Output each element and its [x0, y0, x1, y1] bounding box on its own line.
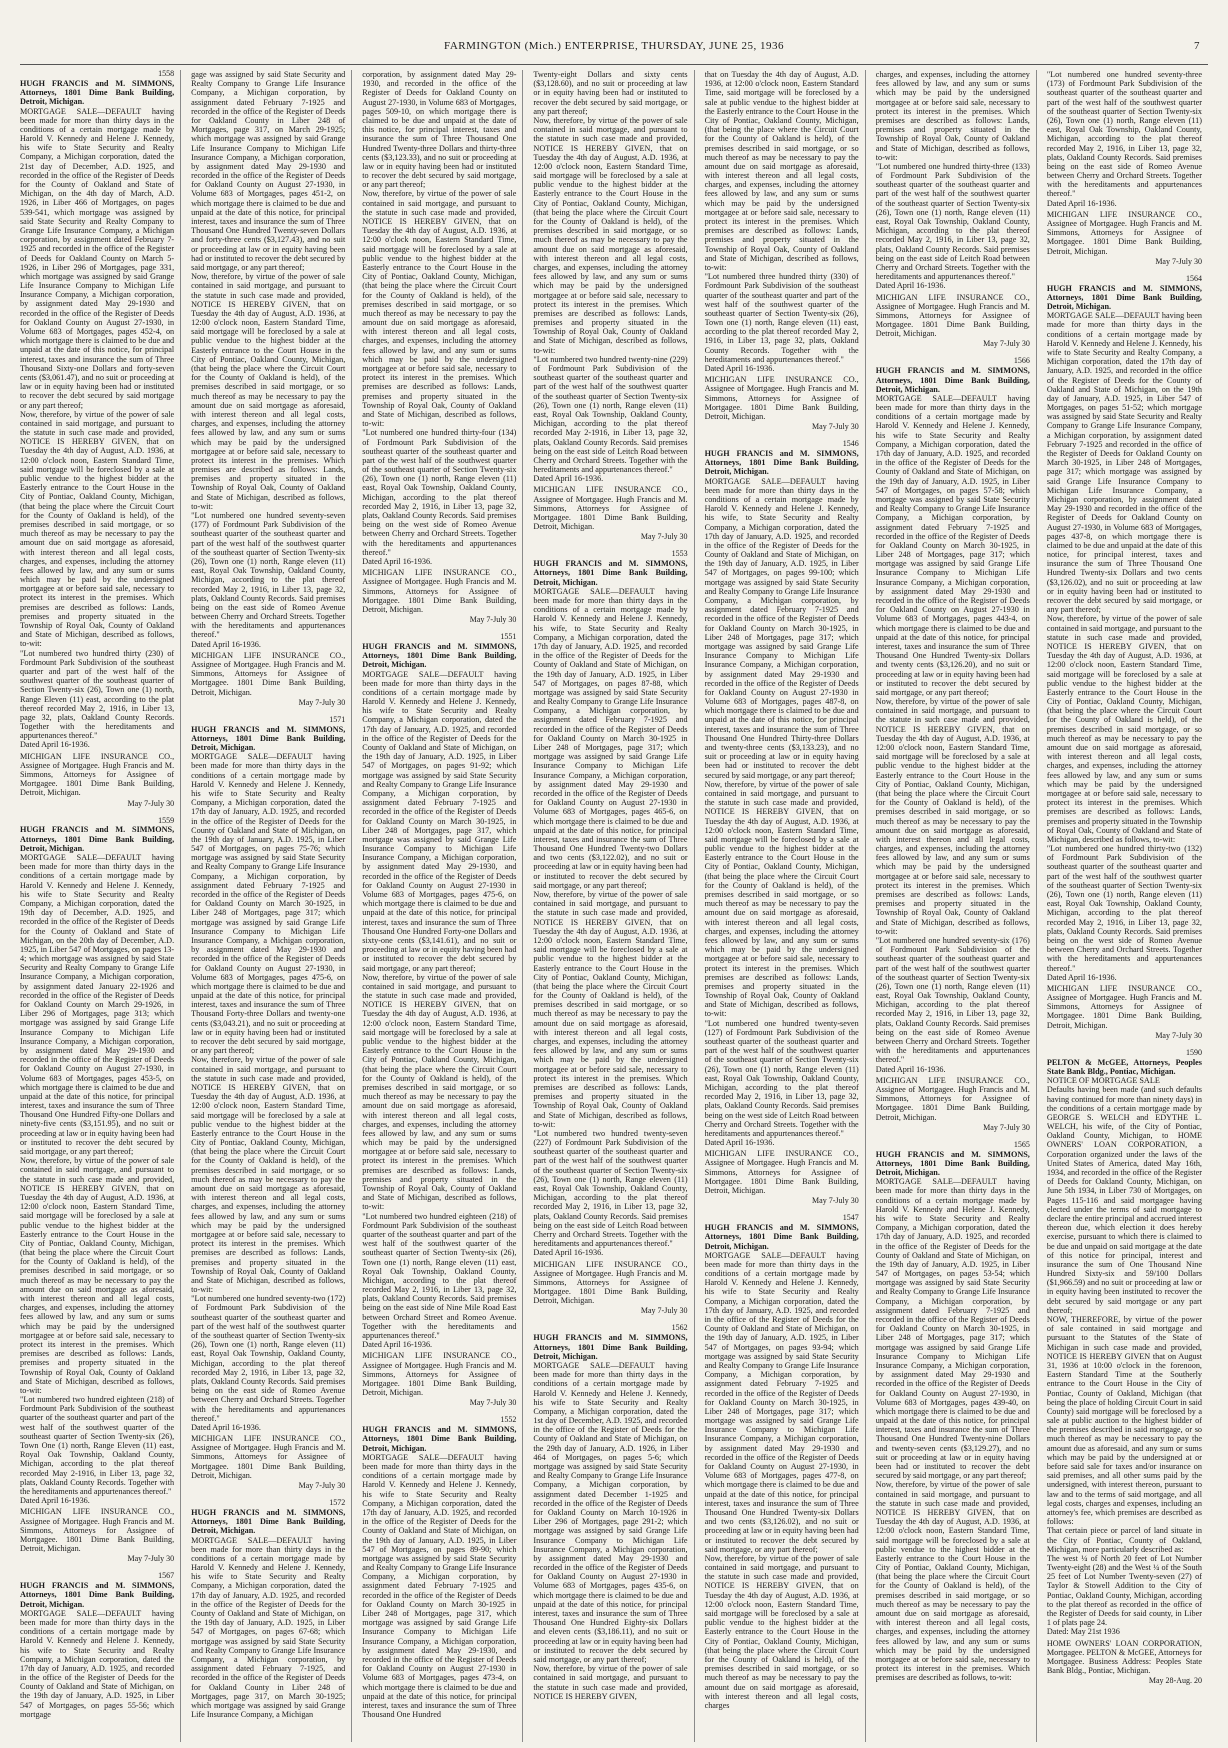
notice-number: 1552 — [500, 1415, 517, 1425]
notice-heading: HUGH FRANCIS and M. SIMMONS, Attorneys, 1801 Dime Bank Building, Detroit, Michigan. — [1046, 283, 1202, 312]
notice-dates: May 7-July 30 — [298, 1481, 346, 1491]
newspaper-column — [533, 70, 694, 1742]
notice-signature: MICHIGAN LIFE INSURANCE CO., Assignee of Mortgagee. Hugh Francis and M. Simmons, Attorneys for Assignee of Mortgagee. 1801 Dime Bank Building, Detroit, Michigan. — [704, 375, 859, 421]
notice-body: MORTGAGE SALE—DEFAULT having been made for more than thirty days in the conditions of a certain mortgage made by Harold V. Kennedy and Helene J. Kennedy, his wife to State Security and Realty Company, a Michigan corporation, dated the 17th day of January, A.D. 1925, and recorded in the office of the Register of Deeds for the County of Oakland and State of Michigan, on the 19th day of January, A.D. 1925, in Liber 547 of Mortgages, on pages 51-52; which mortgage was assigned by said State Security and Realty Company to Grange Life Insurance Company, a Michigan corporation, by assignment dated February 7-1925 and recorded in the office of the Register of Deeds for Oakland County on March 30-1925, in Liber 248 of Mortgages, page 317; which mortgage was assigned by said Grange Life Insurance Company to Michigan Life Insurance Company, a Michigan corporation, by assignment dated May 29-1930 and recorded in the office of the Register of Deeds for Oakland County on August 27-1930, in Volume 683 of Mortgages, pages 437-8, on which mortgage there is claimed to be due and unpaid at the date of this notice, for principal interest, taxes and insurance the sum of Three Thousand One Hundred Twenty-six Dollars and two cents ($3,126.02), and no suit or proceeding at law or in equity having been had or instituted to recover the debt secured by said mortgage, or any part thereof; Now, therefore, by virtue of the power of sale contained in said mortgage, and pursuant to the statute in such case made and provided, NOTICE IS HEREBY GIVEN, that on Tuesday the 4th day of August, A.D. 1936, at 12:00 o'clock noon, Eastern Standard Time, said mortgage will be foreclosed by a sale at public vendue to the highest bidder at the Easterly entrance to the Court House in the City of Pontiac, Oakland County, Michigan, (that being the place where the Circuit Court for the County of Oakland is held), of the premises described in said mortgage, or so much thereof as may be necessary to pay the amount due on said mortgage as aforesaid, with interest thereon and all legal costs, charges, and expenses, including the attorney fees allowed by law, and any sum or sums which may be paid by the undersigned mortgagee at or before said sale, necessary to protect its interest in the premises. Which premises are described as follows: Lands, premises and property situated in the Township of Royal Oak, County of Oakland and State of Michigan, described as follows, to-wit: "Lot numbered one hundred thirty-two (132) of Fordmount Park Subdivision of the southeast quarter of the southeast quarter and part of the west half of the southwest quarter of the southeast quarter of Section Twenty-six (26), Town one (1) north, Range eleven (11) east, Royal Oak Township, Oakland County, Michigan, according to the plat thereof recorded May 2, 1916, in Liber 13, page 32, plats, Oakland County Records. Said premises being on the west side of Romeo Avenue between Cherry and Orchard Streets. Together with the hereditaments and appurtenances thereof." Dated April 16-1936. — [1046, 311, 1202, 982]
notice-body: MORTGAGE SALE—DEFAULT having been made for more than thirty days in the conditions of a certain mortgage made by Harold V. Kennedy and Helene J. Kennedy, his wife to State Security and Realty Company, a Michigan corporation, dated the 17th day of January, A.D. 1925, and recorded in the office of the Register of Deeds for the County of Oakland and State of Michigan, on the 19th day of January, A.D. 1925, in Liber 547 of Mortgages, on pages 67-68; which mortgage was assigned by said State Security and Realty Company to Grange Life Insurance Company, a Michigan corporation, by assignment dated February 7-1925, and recorded in the office of the Register of Deeds for Oakland County in Liber 248 of Mortgages, page 317, on March 30-1925; which mortgage was assigned by said Grange Life Insurance Company, a Michigan — [191, 1535, 346, 1720]
notice-number: 1547 — [842, 1213, 859, 1223]
notice-number: 1567 — [158, 1571, 175, 1581]
notice-dates: May 7-July 30 — [298, 697, 346, 707]
notice-number: 1590 — [1185, 1047, 1202, 1057]
legal-notice — [362, 1416, 516, 1719]
legal-notice — [20, 70, 174, 809]
newspaper-masthead — [20, 40, 1208, 65]
legal-notice — [533, 550, 687, 1316]
notice-number: 1558 — [158, 70, 175, 78]
notice-number: 1566 — [1013, 356, 1030, 366]
newspaper-column — [191, 70, 352, 1742]
notice-number: 1559 — [158, 815, 175, 825]
newspaper-column — [362, 70, 523, 1742]
notice-heading: HUGH FRANCIS and M. SIMMONS, Attorneys, 1801 Dime Bank Building, Detroit, Michigan. — [20, 1581, 175, 1609]
notice-heading: HUGH FRANCIS and M. SIMMONS, Attorneys, 1801 Dime Bank Building, Detroit, Michigan. — [875, 1149, 1030, 1177]
newspaper-column — [876, 70, 1037, 1742]
legal-notice — [533, 70, 687, 542]
notice-number: 1564 — [1185, 273, 1202, 283]
notice-body: MORTGAGE SALE—DEFAULT having been made for more than thirty days in the conditions of a certain mortgage made by Harold V. Kennedy and Helene J. Kennedy, his wife to State Security and Realty Company, a Michigan corporation, dated the 17th day of January, A.D. 1925, and recorded in the office of the Register of Deeds for the County of Oakland and State of Michigan, on the 19th day of January, A.D. 1925, in Liber 547 of Mortgages, on pages 53-54; which mortgage was assigned by said State Security and Realty Company to Grange Life Insurance Company, a Michigan corporation, by assignment dated February 7-1925 and recorded in the office of the Register of Deeds for Oakland County on March 30-1925, in Liber 248 of Mortgages, page 317; which mortgage was assigned by said Grange Life Insurance Company to Michigan Life Insurance Company, a Michigan corporation, by assignment dated May 29-1930 and recorded in the office of the Register of Deeds for Oakland County on August 27-1930, in Volume 683 of Mortgages, pages 439-40, on which mortgage there is claimed to be due and unpaid at the date of this notice, for principal interest, taxes and insurance the sum of Three Thousand One Hundred Twenty-nine Dollars and twenty-seven cents ($3,129.27), and no suit or proceeding at law or in equity having been had or instituted to recover the debt secured by said mortgage, or any part thereof; Now, therefore, by virtue of the power of sale contained in said mortgage, and pursuant to the statute in such case made and provided, NOTICE IS HEREBY GIVEN, that on Tuesday the 4th day of August, A.D. 1936, at 12:00 o'clock noon, Eastern Standard Time, said mortgage will be foreclosed by a sale at public vendue to the highest bidder at the Easterly entrance to the Court House in the City of Pontiac, Oakland County, Michigan, (that being the place where the Circuit Court for the County of Oakland is held), of the premises described in said mortgage, or so much thereof as may be necessary to pay the amount due on said mortgage as aforesaid, with interest thereon and all legal costs, charges, and expenses, including the attorney fees allowed by law, and any sum or sums which may be paid by the undersigned mortgagee at or before said sale, necessary to protect its interest in the premises. Which premises are described as follows, to-wit: — [875, 1177, 1030, 1683]
masthead-title: FARMINGTON (Mich.) ENTERPRISE, THURSDAY, JUNE 25, 1936 — [444, 40, 784, 52]
legal-notice — [705, 440, 859, 1206]
legal-notice — [876, 70, 1030, 349]
notice-heading: HUGH FRANCIS and M. SIMMONS, Attorneys, 1801 Dime Bank Building, Detroit, Michigan. — [362, 641, 517, 670]
notice-signature: MICHIGAN LIFE INSURANCE CO., Assignee of Mortgagee. Hugh Francis and M. Simmons, Attorneys for Assignee of Mortgagee. 1801 Dime Bank Building, Detroit, Michigan. — [704, 1149, 859, 1196]
notice-body: MORTGAGE SALE—DEFAULT having been made for more than thirty days in the conditions of a certain mortgage made by Harold V. Kennedy and Helene J. Kennedy, his wife to State Security and Realty Company, a Michigan corporation, dated the 17th day of January, A.D. 1925, and recorded in the office of the Register of Deeds for the County of Oakland and State of Michigan, on the 19th day of January, A.D. 1925, in Liber 547 of Mortgages, on pages 57-58; which mortgage was assigned by said State Security and Realty Company to Grange Life Insurance Company, a Michigan corporation, by assignment dated February 7-1925 and recorded in the office of the Register of Deeds for Oakland County on March 30-1925, in Liber 248 of Mortgages, page 317; which mortgage was assigned by said Grange Life Insurance Company to Michigan Life Insurance Company, a Michigan corporation, by assignment dated May 29-1930 and recorded in the office of the Register of Deeds for Oakland County on August 27-1930 in Volume 683 of Mortgages, pages 443-4, on which mortgage there is claimed to be due and unpaid at the date of this notice, for principal interest, taxes and insurance the sum of Three Thousand One Hundred Twenty-six Dollars and twenty cents ($3,126.20), and no suit or proceeding at law or in equity having been had or instituted to recover the debt secured by said mortgage, or any part thereof; Now, therefore, by virtue of the power of sale contained in said mortgage, and pursuant to the statute in such case made and provided, NOTICE IS HEREBY GIVEN, that on Tuesday the 4th day of August, A.D. 1936, at 12:00 o'clock noon, Eastern Standard Time, said mortgage will be foreclosed by a sale at public vendue to the highest bidder at the Easterly entrance to the Court House in the City of Pontiac, Oakland County, Michigan, (that being the place where the Circuit Court for the County of Oakland is held), of the premises described in said mortgage, or so much thereof as may be necessary to pay the amount due on said mortgage as aforesaid, with interest thereon and all legal costs, charges, and expenses, including the attorney fees allowed by law, and any sum or sums which may be paid by the undersigned mortgagee at or before said sale, necessary to protect its interest in the premises. Which premises are described as follows: Lands, premises and property situated in the Township of Royal Oak, County of Oakland and State of Michigan, described as follows, to-wit: "Lot numbered one hundred seventy-six (176) of Fordmount Park Subdivision of the southeast quarter of the southeast quarter and part of the west half of the southwest quarter of the southeast quarter of Section Twenty-six (26), Town one (1) north, Range eleven (11) east, Royal Oak Township, Oakland County, Michigan, according to the plat thereof recorded May 2, 1916, in Liber 13, page 32, plats, Oakland County Records. Said premises being on the east side of Romeo Avenue between Cherry and Orchard Streets. Together with the hereditaments and appurtenances thereof." Dated April 16-1936. — [875, 393, 1030, 1074]
notice-body: that on Tuesday the 4th day of August, A.D. 1936, at 12:00 o'clock noon, Eastern Standard Time, said mortgage will be foreclosed by a sale at public vendue to the highest bidder at the Easterly entrance to the Court House in the City of Pontiac, Oakland County, Michigan, (that being the place where the Circuit Court for the County of Oakland is held), of the premises described in said mortgage, or so much thereof as may be necessary to pay the amount due on said mortgage as aforesaid, with interest thereon and all legal costs, charges, and expenses, including the attorney fees allowed by law, and any sum or sums which may be paid by the undersigned mortgagee at or before said sale, necessary to protect its interest in the premises. Which premises are described as follows: Lands, premises and property situated in the Township of Royal Oak, County of Oakland and State of Michigan, described as follows, to-wit: "Lot numbered three hundred thirty (330) of Fordmount Park Subdivision of the southeast quarter of the southeast quarter and part of the west half of the southwest quarter of the southeast quarter of Section Twenty-six (26), Town one (1) north, Range eleven (11) east, according to the plat thereof recorded May 2, 1916, in Liber 13, page 32, plats, Oakland County Records. Together with the hereditaments and appurtenances thereof." Dated April 16-1936. — [704, 70, 859, 373]
notice-heading: HUGH FRANCIS and M. SIMMONS, Attorneys, 1801 Dime Bank Building, Detroit, Michigan. — [362, 1425, 517, 1453]
legal-notice — [1047, 1049, 1202, 1686]
notice-dates: May 7-July 30 — [127, 798, 175, 808]
notice-heading: HUGH FRANCIS and M. SIMMONS, Attorneys, 1801 Dime Bank Building, Detroit, Michigan. — [191, 724, 346, 753]
notice-body: MORTGAGE SALE—DEFAULT having been made for more than thirty days in the conditions of a certain mortgage made by Harold V. Kennedy and Helene J. Kennedy, his wife to State Security and Realty Company, a Michigan corporation, dated the 21st day of December, A.D. 1925, and recorded in the office of the Register of Deeds for the County of Oakland and State of Michigan, on the 4th day of March, A.D. 1926, in Liber 466 of Mortgages, on pages 539-541, which mortgage was assigned by said State Security and Realty Company to Grange Life Insurance Company, a Michigan corporation, by assignment dated February 7-1925 and recorded in the office of the Register of Deeds for Oakland County on March 5-1926, in Liber 296 of Mortgages, page 331, which mortgage was assigned by said Grange Life Insurance Company to Michigan Life Insurance Company, a Michigan corporation, by assignment dated May 29-1930 and recorded in the office of the Register of Deeds for Oakland County on August 27-1930, in Volume 683 of Mortgages, pages 452-4, on which mortgage there is claimed to be due and unpaid at the date of this notice, for principal interest, taxes and insurance the sum of Three Thousand Sixty-one Dollars and forty-seven cents ($3,061.47), and no suit or proceeding at law or in equity having been had or instituted to recover the debt secured by said mortgage or any part thereof; Now, therefore, by virtue of the power of sale contained in said mortgage, and pursuant to the statute in such case made and provided, NOTICE IS HEREBY GIVEN, that on Tuesday the 4th day of August, A.D. 1936, at 12:00 o'clock noon, Eastern Standard Time, said mortgage will be foreclosed by a sale at public vendue to the highest bidder at the Easterly entrance to the Court House in the City of Pontiac, Oakland County, Michigan, (that being the place where the Circuit Court for the County of Oakland is held), of the premises described in said mortgage, or so much thereof as may be necessary to pay the amount due on said mortgage as aforesaid, with interest thereon and all legal costs, charges, and expenses, including the attorney fees allowed by law, and any sum or sums which may be paid by the undersigned mortgagee at or before said sale, necessary to protect its interest in the premises. Which premises are described as follows: Lands, premises and property situated in the Township of Royal Oak, County of Oakland and State of Michigan, described as follows, to-wit: "Lot numbered two hundred thirty (230) of Fordmount Park Subdivision of the southeast quarter and part of the west half of the southwest quarter of the southeast quarter of Section Twenty-six (26), Town one (1) north, Range Eleven (11) east, according to the plat thereof recorded May 2, 1916, in Liber 13, page 32, plats, Oakland County Records. Together with the hereditaments and appurtenances thereof." Dated April 16-1936. — [20, 106, 175, 750]
notice-heading: HUGH FRANCIS and M. SIMMONS, Attorneys, 1801 Dime Bank Building, Detroit, Michigan. — [20, 825, 175, 853]
notice-signature: MICHIGAN LIFE INSURANCE CO., Assignee of Mortgagee. Hugh Francis and M. Simmons, Attorneys for Assignee of Mortgagee. 1801 Dime Bank Building, Detroit, Michigan. — [1046, 209, 1202, 256]
notice-body: MORTGAGE SALE—DEFAULT having been made for more than thirty days in the conditions of a certain mortgage made by Harold V. Kennedy and Helene J. Kennedy, his wife to State Security and Realty Company, a Michigan corporation, dated the 1st day of December, A.D. 1925, and recorded in the office of the Register of Deeds for the County of Oakland and State of Michigan, on the 29th day of January, A.D. 1926, in Liber 464 of Mortgages, on pages 5-6; which mortgage was assigned by said State Security and Realty Company to Grange Life Insurance Company, a Michigan corporation, by assignment dated December 1-1925 and recorded in the office of the Register of Deeds for Oakland County on March 10-1926 in Liber 296 of Mortgages, page 291-2; which mortgage was assigned by said Grange Life Insurance Company to Michigan Life Insurance Company, a Michigan corporation, by assignment dated May 29-1930 and recorded in the office of the Register of Deeds for Oakland County on August 27-1930 in Volume 683 of Mortgages, pages 435-6, on which mortgage there is claimed to be due and unpaid at the date of this notice, for principal interest, taxes and insurance the sum of Three Thousand One Hundred Eighty-six Dollars and eleven cents ($3,186.11), and no suit or proceeding at law or in equity having been had or instituted to recover the debt secured by said mortgage, or any part thereof; Now, therefore, by virtue of the power of sale contained in said mortgage, and pursuant to the statute in such case made and provided, NOTICE IS HEREBY GIVEN, — [533, 1360, 688, 1701]
legal-notice — [191, 1499, 345, 1719]
notice-dates: May 7-July 30 — [812, 1196, 859, 1206]
legal-notice — [362, 70, 516, 625]
newspaper-column — [705, 70, 866, 1742]
notice-body: corporation, by assignment dated May 29-1930, and recorded in the office of the Register of Deeds for Oakland County on August 27-1930, in Volume 683 of Mortgages, pages 509-10, on which mortgage there is claimed to be due and unpaid at the date of this notice, for principal interest, taxes and insurance the sum of Three Thousand One Hundred Twenty-three Dollars and thirty-three cents ($3,123.33), and no suit or proceeding at law or in equity having been had or instituted to recover the debt secured by said mortgage, or any part thereof; Now, therefore, by virtue of the power of sale contained in said mortgage, and pursuant to the statute in such case made and provided, NOTICE IS HEREBY GIVEN, that on Tuesday the 4th day of August, A.D. 1936, at 12:00 o'clock noon, Eastern Standard Time, said mortgage will be foreclosed by a sale at public vendue to the highest bidder at the Easterly entrance to the Court House in the City of Pontiac, Oakland County, Michigan, (that being the place where the Circuit Court for the County of Oakland is held), of the premises described in said mortgage, or so much thereof as may be necessary to pay the amount due on said mortgage as aforesaid, with interest thereon and all legal costs, charges, and expenses, including the attorney fees allowed by law, and any sum or sums which may be paid by the undersigned mortgagee at or before said sale, necessary to protect its interest in the premises. Which premises are described as follows: Lands, premises and property situated in the Township of Royal Oak, County of Oakland and State of Michigan, described as follows, to-wit: "Lot numbered one hundred thirty-four (134) of Fordmount Park Subdivision of the southeast quarter of the southeast quarter and part of the west half of the southwest quarter of the southeast quarter of Section Twenty-six (26), Town one (1) north, Range eleven (11) east, Royal Oak Township, Oakland County, Michigan, according to the plat thereof recorded May 2, 1916, in Liber 13, page 32, plats, Oakland County Records. Said premises being on the west side of Romeo Avenue between Cherry and Orchard Streets. Together with the hereditaments and appurtenances thereof." Dated April 16-1936. — [362, 70, 517, 566]
notice-heading: HUGH FRANCIS and M. SIMMONS, Attorneys, 1801 Dime Bank Building, Detroit, Michigan. — [533, 1333, 688, 1361]
notice-number: 1572 — [329, 1497, 346, 1507]
notice-body: MORTGAGE SALE—DEFAULT having been made for more than thirty days in the conditions of a certain mortgage made by Harold V. Kennedy and Helene J. Kennedy, his wife to State Security and Realty Company, a Michigan corporation, dated the 17th day of January, A.D. 1925, and recorded in the office of the Register of Deeds for the County of Oakland and State of Michigan, on the 19th day of January, A.D. 1925, in Liber 547 of Mortgages, on pages 89-90; which mortgage was assigned by said State Security and Realty Company to Grange Life Insurance Company, a Michigan corporation, by assignment dated February 7-1925 and recorded in the office of the Register of Deeds for Oakland County on March 30-1925 in Liber 248 of Mortgages, page 317, which mortgage was assigned by said Grange Life Insurance Company to Michigan Life Insurance Company, a Michigan corporation, by assignment dated May 29-1930, and recorded in the office of the Register of Deeds for Oakland County on August 27-1930 in Volume 683 of Mortgages, pages 473-4, on which mortgage there is claimed to be due and unpaid at the date of this notice, for principal interest, taxes and insurance the sum of Three Thousand One Hundred — [362, 1452, 517, 1720]
legal-notice — [533, 1324, 687, 1700]
notice-body: MORTGAGE SALE—DEFAULT having been made for more than thirty days in the conditions of a certain mortgage made by Harold V. Kennedy and Helene J. Kennedy, his wife to State Security and Realty Company, a Michigan corporation, dated the 17th day of January, A.D. 1925, and recorded in the office of the Register of Deeds for the County of Oakland and State of Michigan, on the 19th day of January, A.D. 1925, in Liber 547 of Mortgages, on pages 91-92; which mortgage was assigned by said State Security and Realty Company to Grange Life Insurance Company, a Michigan corporation, by assignment dated February 7-1925 and recorded in the office of the Register of Deeds for Oakland County on March 30-1925, in Liber 248 of Mortgages, page 317, which mortgage was assigned by said Grange Life Insurance Company to Michigan Life Insurance Company, a Michigan corporation, by assignment dated May 29-1930, and recorded in the office of the Register of Deeds for Oakland County on August 27-1930 in Volume 683 of Mortgages, pages 475-6, on which mortgage there is claimed to be due and unpaid at the date of this notice, for principal interest, taxes and insurance the sum of Three Thousand One Hundred Forty-one Dollars and sixty-one cents ($3,141.61), and no suit or proceeding at law or in equity having been had or instituted to recover the debt secured by said mortgage, or any part thereof; Now, therefore, by virtue of the power of sale contained in said mortgage, and pursuant to the statute in such case made and provided, NOTICE IS HEREBY GIVEN, that on Tuesday the 4th day of August, A.D. 1936, at 12:00 o'clock noon, Eastern Standard Time, said mortgage will be foreclosed by a sale at public vendue to the highest bidder at the Easterly entrance to the Court House in the City of Pontiac, Oakland County, Michigan, (that being the place where the Circuit Court for the County of Oakland is held), of the premises described in said mortgage, or so much thereof as may be necessary to pay the amount due on said mortgage as aforesaid, with interest thereon and all legal costs, charges, and expenses, including the attorney fees allowed by law, and any sum or sums which may be paid by the undersigned mortgagee at or before said sale, necessary to protect its interest in the premises. Which premises are described as follows: Lands, premises and property situated in the Township of Royal Oak, County of Oakland and State of Michigan, described as follows, to-wit: "Lot numbered two hundred eighteen (218) of Fordmount Park Subdivision of the southeast quarter of the southeast quarter and part of the west half of the southwest quarter of the southeast quarter of Section Twenty-six (26), Town one (1) north, Range eleven (11) east, Royal Oak Township, Oakland County, Michigan, according to the plat thereof recorded May 2, 1916, in Liber 13, page 32, plats, Oakland County Records. Said premises being on the east side of Nine Mile Road East between Orchard Street and Romeo Avenue. Together with the hereditaments and appurtenances thereof." Dated April 16-1936. — [362, 669, 517, 1350]
columns-container — [20, 70, 1208, 1742]
notice-signature: MICHIGAN LIFE INSURANCE CO., Assignee of Mortgagee. Hugh Francis and M. Simmons, Attorneys for Assignee of Mortgagee. 1801 Dime Bank Building, Detroit, Michigan. — [875, 292, 1030, 339]
notice-heading: HUGH FRANCIS and M. SIMMONS, Attorneys, 1801 Dime Bank Building, Detroit, Michigan. — [875, 366, 1030, 394]
notice-number: 1562 — [671, 1323, 688, 1333]
notice-heading: HUGH FRANCIS and M. SIMMONS, Attorneys, 1801 Dime Bank Building, Detroit, Michigan. — [704, 449, 859, 477]
notice-dates: May 7-July 30 — [983, 339, 1030, 349]
newspaper-column — [1047, 70, 1208, 1742]
page-number: 7 — [1194, 40, 1200, 52]
notice-heading: HUGH FRANCIS and M. SIMMONS, Attorneys, 1801 Dime Bank Building, Detroit, Michigan. — [704, 1223, 859, 1251]
legal-notice — [876, 1141, 1030, 1683]
notice-body: NOTICE OF MORTGAGE SALE Defaults having been made (and such defaults having continued for more than ninety days) in the conditions of a certain mortgage made by GEORGE S. WELCH and EDYTHE L. WELCH, his wife, of the City of Pontiac, Oakland County, Michigan, to HOME OWNERS' LOAN CORPORATION, a Corporation organized under the laws of the United States of America, dated May 16th, 1934, and recorded in the office of the Register of Deeds for Oakland County, Michigan, on June 5th 1934, in Liber 730 of Mortgages, on Pages 115-116 and said mortgagee having elected under the terms of said mortgage to declare the entire principal and accrued interest thereon due, which election it does hereby exercise, pursuant to which there is claimed to be due and unpaid on said mortgage at the date of this notice for principal, interest and insurance the sum of One Thousand Nine Hundred Sixty-six and 59/100 Dollars ($1,966.59) and no suit or proceeding at law or in equity having been instituted to recover the debt secured by said mortgage or any part thereof; NOW, THEREFORE, by virtue of the power of sale contained in said mortgage and pursuant to the Statutes of the State of Michigan in such case made and provided, NOTICE IS HEREBY GIVEN that on August 31, 1936 at 10:00 o'clock in the forenoon, Eastern Standard Time at the Southerly entrance to the Court House in the City of Pontiac, County of Oakland, Michigan (that being the place of holding Circuit Court in said County) said mortgage will be foreclosed by a sale at public auction to the highest bidder of the premises described in said mortgage, or so much thereof as may be necessary to pay the amount due as aforesaid, and any sum or sums which may be paid by the undersigned at or before said sale for taxes and/or insurance on said premises, and all other sums paid by the undersigned, with interest thereon, pursuant to law and to the terms of said mortgage, and all legal costs, charges and expenses, including an attorney's fee, which premises are described as follows: That certain piece or parcel of land situate in the City of Pontiac, County of Oakland, Michigan, more particularly described as: The west ¼ of North 20 feet of Lot Number Twenty-eight (28) and the West ¼ of the South 25 feet of Lot Number Twenty-seven (27) of Taylor & Stowell Addition to the City of Pontiac, Oakland County, Michigan, according to the plat thereof as recorded in the office of the Register of Deeds for said county, in Liber 1 of plats page 24. Dated: May 21st 1936 — [1046, 1076, 1202, 1637]
notice-heading: HUGH FRANCIS and M. SIMMONS, Attorneys, 1801 Dime Bank Building, Detroit, Michigan. — [191, 1507, 346, 1536]
legal-notice — [876, 357, 1030, 1132]
legal-notice — [20, 817, 174, 1565]
notice-dates: May 7-July 30 — [127, 1554, 175, 1564]
notice-signature: MICHIGAN LIFE INSURANCE CO., Assignee of Mortgagee. Hugh Francis and M. Simmons, Attorneys for Assignee of Mortgagee. 1801 Dime Bank Building, Detroit, Michigan. — [533, 485, 688, 532]
newspaper-column — [20, 70, 181, 1742]
notice-number: 1571 — [329, 714, 346, 724]
notice-dates: May 28-Aug. 20 — [1148, 1676, 1202, 1686]
notice-signature: MICHIGAN LIFE INSURANCE CO., Assignee of Mortgagee. Hugh Francis and M. Simmons, Attorneys for Assignee of Mortgagee. 1801 Dime Bank Building, Detroit, Michigan. — [20, 1507, 175, 1554]
notice-number: 1553 — [671, 549, 688, 559]
notice-dates: May 7-July 30 — [640, 532, 688, 542]
notice-body: Twenty-eight Dollars and sixty cents ($3,128.60), and no suit or proceeding at law or in equity having been had or instituted to recover the debt secured by said mortgage, or any part thereof; Now, therefore, by virtue of the power of sale contained in said mortgage, and pursuant to the statute in such case made and provided, NOTICE IS HEREBY GIVEN, that on Tuesday the 4th day of August, A.D. 1936, at 12:00 o'clock noon, Eastern Standard Time, said mortgage will be foreclosed by a sale at public vendue to the highest bidder at the Easterly entrance to the Court House in the City of Pontiac, Oakland County, Michigan, (that being the place where the Circuit Court for the County of Oakland is held), of the premises described in said mortgage, or so much thereof as may be necessary to pay the amount due on said mortgage as aforesaid, with interest thereon and all legal costs, charges, and expenses, including the attorney fees allowed by law, and any sum or sums which may be paid by the undersigned mortgagee at or before said sale, necessary to protect its interest in the premises. Which premises are described as follows: Lands, premises and property situated in the Township of Royal Oak, County of Oakland and State of Michigan, described as follows, to-wit: "Lot numbered two hundred twenty-nine (229) of Fordmount Park Subdivision of the southeast quarter of the southeast quarter and part of the west half of the southwest quarter of the southeast quarter of Section Twenty-six (26), Town one (1) north, Range eleven (11) east, Royal Oak Township, Oakland County, Michigan, according to the plat thereof recorded May 2-1916, in Liber 13, page 32, plats, Oakland County Records. Said premises being on the east side of Leitch Road between Cherry and Orchard Streets. Together with the hereditaments and appurtenances thereof." Dated April 16-1936. — [533, 70, 688, 484]
notice-body: MORTGAGE SALE—DEFAULT having been made for more than thirty days in the conditions of a certain mortgage made by Harold V. Kennedy and Helene J. Kennedy, his wife to State Security and Realty Company, a Michigan corporation, dated the 17th day of January, A.D. 1925, and recorded in the office of the Register of Deeds for the County of Oakland and State of Michigan, on the 19th day of January, A.D. 1925, in Liber 547 of Mortgages, on pages 75-76; which mortgage was assigned by said State Security and Realty Company to Grange Life Insurance Company, a Michigan corporation, by assignment dated February 7-1925 and recorded in the office of the Register of Deeds for Oakland County on March 30-1925, in Liber 248 of Mortgages, page 317; which mortgage was assigned by said Grange Life Insurance Company to Michigan Life Insurance Company, a Michigan corporation, by assignment dated May 29-1930 and recorded in the office of the Register of Deeds for Oakland County on August 27-1930, in Volume 683 of Mortgages, pages 475-6, on which mortgage there is claimed to be due and unpaid at the date of this notice, for principal interest, taxes and insurance the sum of Three Thousand Forty-three Dollars and twenty-one cents ($3,043.21), and no suit or proceeding at law or in equity having been had or instituted to recover the debt secured by said mortgage, or any part thereof; Now, therefore, by virtue of the power of sale contained in said mortgage, and pursuant to the statute in such case made and provided, NOTICE IS HEREBY GIVEN, that on Tuesday the 4th day of August, A.D. 1936, at 12:00 o'clock noon, Eastern Standard Time, said mortgage will be foreclosed by a sale at public vendue to the highest bidder at the Easterly entrance to the Court House in the City of Pontiac, Oakland County, Michigan, (that being the place where the Circuit Court for the County of Oakland is held), of the premises described in said mortgage, or so much thereof as may be necessary to pay the amount due on said mortgage as aforesaid, with interest thereon and all legal costs, charges, and expenses, including the attorney fees allowed by law, and any sum or sums which may be paid by the undersigned mortgagee at or before said sale, necessary to protect its interest in the premises. Which premises are described as follows: Lands, premises and property situated in the Township of Royal Oak, County of Oakland and State of Michigan, described as follows, to-wit: "Lot numbered one hundred seventy-two (172) of Fordmount Park Subdivision of the southeast quarter of the southeast quarter and part of the west half of the southwest quarter of the southeast quarter of Section Twenty-six (26), Town one (1) north, Range eleven (11) east, Royal Oak Township, Oakland County, Michigan, according to the plat thereof recorded May 2, 1916, in Liber 13, page 32, plats, Oakland County Records. Said premises being on the east side of Romeo Avenue between Cherry and Orchard Streets. Together with the hereditaments and appurtenances thereof." Dated April 16-1936. — [191, 752, 346, 1432]
notice-dates: May 7-July 30 — [469, 1398, 517, 1408]
notice-signature: MICHIGAN LIFE INSURANCE CO., Assignee of Mortgagee. Hugh Francis and M. Simmons, Attorneys for Assignee of Mortgagee. 1801 Dime Bank Building, Detroit, Michigan. — [20, 751, 175, 798]
notice-signature: HOME OWNERS' LOAN CORPORATION, Mortgagee. PELTON & McGEE, Attorneys for Mortgagee. Business Address: Peoples State Bank Bldg., Pontiac, Michigan. — [1046, 1638, 1202, 1676]
legal-notice — [705, 70, 859, 432]
legal-notice — [191, 716, 345, 1491]
notice-dates: May 7-July 30 — [812, 422, 859, 432]
notice-signature: MICHIGAN LIFE INSURANCE CO., Assignee of Mortgagee. Hugh Francis and M. Simmons, Attorneys for Assignee of Mortgagee. 1801 Dime Bank Building, Detroit, Michigan. — [362, 568, 517, 614]
notice-signature: MICHIGAN LIFE INSURANCE CO., Assignee of Mortgagee. Hugh Francis and M. Simmons, Attorneys for Assignee of Mortgagee. 1801 Dime Bank Building, Detroit, Michigan. — [362, 1351, 517, 1398]
notice-dates: May 7-July 30 — [640, 1306, 688, 1316]
legal-notice — [1047, 70, 1202, 267]
notice-body: charges, and expenses, including the attorney fees allowed by law, and any sum or sums which may be paid by the undersigned mortgagee at or before said sale, necessary to protect its interest in the premises. Which premises are described as follows: Lands, premises and property situated in the Township of Royal Oak, County of Oakland and State of Michigan, described as follows, to-wit: "Lot numbered one hundred thirty-three (133) of Fordmount Park Subdivision of the southeast quarter of the southeast quarter and part of the west half of the southwest quarter of the southeast quarter of Section Twenty-six (26), Town one (1) north, Range eleven (11) east, Royal Oak Township, Oakland County, Michigan, according to the plat thereof recorded May 2, 1916, in Liber 13, page 32, plats, Oakland County Records. Said premises being on the east side of Leitch Road between Cherry and Orchard Streets. Together with the hereditaments and appurtenances thereof." Dated April 16-1936. — [875, 70, 1030, 291]
legal-notice — [705, 1214, 859, 1710]
notice-dates: May 7-July 30 — [1155, 256, 1202, 266]
notice-number: 1565 — [1013, 1139, 1030, 1149]
notice-body: gage was assigned by said State Security and Realty Company to Grange Life Insurance Company, a Michigan corporation, by assignment dated February 7-1925 and recorded in the office of the Register of Deeds for Oakland County in Liber 248 of Mortgages, page 317, on March 29-1925; which mortgage was assigned by said Grange Life Insurance Company to Michigan Life Insurance Company, a Michigan corporation, by assignment dated May 29-1930 and recorded in the office of the Register of Deeds for Oakland County on August 27-1930, in Volume 683 of Mortgages, pages 451-2, on which mortgage there is claimed to be due and unpaid at the date of this notice, for principal interest, taxes and insurance the sum of Three Thousand One Hundred Twenty-seven Dollars and forty-three cents ($3,127.43), and no suit or proceeding at law or in equity having been had or instituted to recover the debt secured by said mortgage, or any part thereof; Now, therefore, by virtue of the power of sale contained in said mortgage, and pursuant to the statute in such case made and provided, NOTICE IS HEREBY GIVEN, that on Tuesday the 4th day of August, A.D. 1936, at 12:00 o'clock noon, Eastern Standard Time, said mortgage will be foreclosed by a sale at public vendue to the highest bidder at the Easterly entrance to the Court House in the City of Pontiac, Oakland County, Michigan, (that being the place where the Circuit Court for the County of Oakland is held), of the premises described in said mortgage, or so much thereof as may be necessary to pay the amount due on said mortgage as aforesaid, with interest thereon and all legal costs, charges, and expenses, including the attorney fees allowed by law, and any sum or sums which may be paid by the undersigned mortgagee at or before said sale, necessary to protect its interest in the premises. Which premises are described as follows: Lands, premises and property situated in the Township of Royal Oak, County of Oakland and State of Michigan, described as follows, to-wit: "Lot numbered one hundred seventy-seven (177) of Fordmount Park Subdivision of the southeast quarter of the southeast quarter and part of the west half of the southwest quarter of the southeast quarter of Section Twenty-six (26), Town one (1) north, Range eleven (11) east, Royal Oak Township, Oakland County, Michigan, according to the plat thereof recorded May 2, 1916, in Liber 13, page 32, plats, Oakland County Records. Said premises being on the east side of Romeo Avenue between Cherry and Orchard Streets. Together with the hereditaments and appurtenances thereof." Dated April 16-1936. — [191, 70, 346, 649]
notice-number: 1546 — [842, 439, 859, 449]
notice-dates: May 7-July 30 — [469, 615, 517, 625]
notice-heading: HUGH FRANCIS and M. SIMMONS, Attorneys, 1801 Dime Bank Building, Detroit, Michigan. — [533, 559, 688, 587]
notice-heading: HUGH FRANCIS and M. SIMMONS, Attorneys, 1801 Dime Bank Building, Detroit, Michigan. — [20, 78, 175, 107]
legal-notice — [362, 633, 516, 1408]
notice-body: MORTGAGE SALE—DEFAULT having been made for more than thirty days in the conditions of a certain mortgage made by Harold V. Kennedy and Helene J. Kennedy, his wife to State Security and Realty Company, a Michigan corporation, dated the 19th day of December, A.D. 1925, and recorded in the office of the Register of Deeds for the County of Oakland and State of Michigan, on the 20th day of December, A.D. 1925, in Liber 547 of Mortgages, on pages 13-4; which mortgage was assigned by said State Security and Realty Company to Grange Life Insurance Company, a Michigan corporation, by assignment dated January 22-1926 and recorded in the office of the Register of Deeds for Oakland County on March 29-1926, in Liber 296 of Mortgages, page 313; which mortgage was assigned by said Grange Life Insurance Company to Michigan Life Insurance Company, a Michigan corporation, by assignment dated May 29-1930 and recorded in the office of the Register of Deeds for Oakland County on August 27-1930, in Volume 683 of Mortgages, pages 453-5, on which mortgage there is claimed to be due and unpaid at the date of this notice, for principal interest, taxes and insurance the sum of Three Thousand One Hundred Fifty-one Dollars and ninety-five cents ($3,151.95), and no suit or proceeding at law or in equity having been had or instituted to recover the debt secured by said mortgage, or any part thereof; Now, therefore, by virtue of the power of sale contained in said mortgage, and pursuant to the statute in such case made and provided, NOTICE IS HEREBY GIVEN, that on Tuesday the 4th day of August, A.D. 1936, at 12:00 o'clock noon, Eastern Standard Time, said mortgage will be foreclosed by a sale at public vendue to the highest bidder at the Easterly entrance to the Court House in the City of Pontiac, Oakland County, Michigan, (that being the place where the Circuit Court for the County of Oakland is held), of the premises described in said mortgage, or so much thereof as may be necessary to pay the amount due on said mortgage as aforesaid, with interest thereon and all legal costs, charges, and expenses, including the attorney fees allowed by law, and any sum or sums which may be paid by the undersigned mortgagee at or before said sale, necessary to protect its interest in the premises. Which premises are described as follows: Lands, premises and property situated in the Township of Royal Oak, County of Oakland and State of Michigan, described as follows, to-wit: "Lot numbered two hundred eighteen (218) of Fordmount Park Subdivision of the southeast quarter of the southeast quarter and part of the west half of the southwest quarter of the southeast quarter of Section Twenty-six (26), Town One (1) north, Range Eleven (11) east, Royal Oak Township, Oakland County, Michigan, according to the plat thereof recorded May 2-1916, in Liber 13, page 32, plats, Oakland County Records. Together with the hereditaments and appurtenances thereof." Dated April 16-1936. — [20, 853, 175, 1506]
notice-body: "Lot numbered one hundred seventy-three (173) of Fordmount Park Subdivision of the southeast quarter of the southeast quarter and part of the west half of the southwest quarter of the southeast quarter of Section Twenty-six (26), Town one (1) north, Range eleven (11) east, Royal Oak Township, Oakland County, Michigan, according to the plat thereof recorded May 2, 1916, in Liber 13, page 32, plats, Oakland County Records. Said premises being on the east side of Romeo Avenue between Cherry and Orchard Streets. Together with the hereditaments and appurtenances thereof." Dated April 16-1936. — [1046, 70, 1202, 208]
notice-body: MORTGAGE SALE—DEFAULT having been made for more than thirty days in the conditions of a certain mortgage made by Harold V. Kennedy and Helene J. Kennedy, his wife to State Security and Realty Company, a Michigan corporation, dated the 17th day of January, A.D. 1925, and recorded in the office of the Register of Deeds for the County of Oakland and State of Michigan, on the 19th day of January, A.D. 1925, in Liber 547 of Mortgages, on pages 93-94; which mortgage was assigned by said State Security and Realty Company to Grange Life Insurance Company, a Michigan corporation, by assignment dated February 7-1925 and recorded in the office of the Register of Deeds for Oakland County on March 30-1925, in Liber 248 of Mortgages, page 317; which mortgage was assigned by said Grange Life Insurance Company to Michigan Life Insurance Company, a Michigan corporation, by assignment dated May 29-1930 and recorded in the office of the Register of Deeds for Oakland County on August 27-1930, in Volume 683 of Mortgages, pages 477-8, on which mortgage there is claimed to be due and unpaid at the date of this notice, for principal interest, taxes and insurance the sum of Three Thousand One Hundred Twenty-six Dollars and two cents ($3,126.02), and no suit or proceeding at law or in equity having been had or instituted to recover the debt secured by said mortgage, or any part thereof; Now, therefore, by virtue of the power of sale contained in said mortgage, and pursuant to the statute in such case made and provided, NOTICE IS HEREBY GIVEN, that on Tuesday the 4th day of August, A.D. 1936, at 12:00 o'clock noon, Eastern Standard Time, said mortgage will be foreclosed by a sale at public vendue to the highest bidder at the Easterly entrance to the Court House in the City of Pontiac, Oakland County, Michigan, (that being the place where the Circuit Court for the County of Oakland is held), of the premises described in said mortgage, or so much thereof as may be necessary to pay the amount due on said mortgage as aforesaid, with interest thereon and all legal costs, charges — [704, 1250, 859, 1710]
notice-dates: May 7-July 30 — [983, 1122, 1030, 1132]
notice-signature: MICHIGAN LIFE INSURANCE CO., Assignee of Mortgagee. Hugh Francis and M. Simmons, Attorneys for Assignee of Mortgagee. 1801 Dime Bank Building, Detroit, Michigan. — [875, 1075, 1030, 1122]
notice-body: MORTGAGE SALE—DEFAULT having been made for more than thirty days in the conditions of a certain mortgage made by Harold V. Kennedy and Helene J. Kennedy, his wife, to State Security and Realty Company, a Michigan corporation, dated the 17th day of January, A.D. 1925, and recorded in the office of the Register of Deeds for the County of Oakland and State of Michigan, on the 19th day of January, A.D. 1925, in Liber 547 of Mortgages, on pages 87-88, which mortgage was assigned by said State Security and Realty Company to Grange Life Insurance Company, a Michigan corporation, by assignment dated February 7-1925 and recorded in the office of the Register of Deeds for Oakland County on March 30-1925 in Liber 248 of Mortgages, page 317; which mortgage was assigned by said Grange Life Insurance Company to Michigan Life Insurance Company, a Michigan corporation, by assignment dated May 29-1930 and recorded in the office of the Register of Deeds for Oakland County on August 27-1930 in Volume 683 of Mortgages, pages 465-6, on which mortgage there is claimed to be due and unpaid at the date of this notice, for principal interest, taxes and insurance the sum of Three Thousand One Hundred Twenty-two Dollars and two cents ($3,122.02), and no suit or proceeding at law or in equity having been had or instituted to recover the debt secured by said mortgage, or any part thereof; Now, therefore, by virtue of the power of sale contained in said mortgage, and pursuant to the statute in such case made and provided, NOTICE IS HEREBY GIVEN, that on Tuesday the 4th day of August, A.D. 1936, at 12:00 o'clock noon, Eastern Standard Time, said mortgage will be foreclosed by a sale at public vendue to the highest bidder at the Easterly entrance to the Court House in the City of Pontiac, Oakland County, Michigan, (that being the place where the Circuit Court for the County of Oakland is held), of the premises described in said mortgage, or so much thereof as may be necessary to pay the amount due on said mortgage as aforesaid, with interest thereon and all legal costs, charges, and expenses, including the attorney fees allowed by law, and any sum or sums which may be paid by the undersigned mortgagee at or before said sale, necessary to protect its interest in the premises. Which premises are described as follows: Lands, premises and property situated in the Township of Royal Oak, County of Oakland and State of Michigan, described as follows, to-wit: "Lot numbered two hundred twenty-seven (227) of Fordmount Park Subdivision of the southeast quarter of the southeast quarter and part of the west half of the southwest quarter of the southeast quarter of Section Twenty-six (26), Town one (1) north, Range eleven (11) east, Royal Oak Township, Oakland County, Michigan, according to the plat thereof recorded May 2, 1916, in Liber 13, page 32, plats, Oakland County Records. Said premises being on the east side of Leitch Road between Cherry and Orchard Streets. Together with the hereditaments and appurtenances thereof." Dated April 16-1936. — [533, 586, 688, 1258]
notice-signature: MICHIGAN LIFE INSURANCE CO., Assignee of Mortgagee. Hugh Francis and M. Simmons, Attorneys for Assignee of Mortgagee. 1801 Dime Bank Building, Detroit, Michigan. — [191, 650, 346, 697]
notice-heading: PELTON & McGEE, Attorneys, Peoples State Bank Bldg., Pontiac, Michigan. — [1046, 1057, 1202, 1076]
notice-dates: May 7-July 30 — [1155, 1030, 1202, 1040]
legal-notice — [1047, 275, 1202, 1041]
legal-notice — [20, 1572, 174, 1719]
legal-notice — [191, 70, 345, 708]
notice-signature: MICHIGAN LIFE INSURANCE CO., Assignee of Mortgagee. Hugh Francis and M. Simmons, Attorneys for Assignee of Mortgagee. 1801 Dime Bank Building, Detroit, Michigan. — [1046, 983, 1202, 1030]
notice-signature: MICHIGAN LIFE INSURANCE CO., Assignee of Mortgagee. Hugh Francis and M. Simmons, Attorneys for Assignee of Mortgagee. 1801 Dime Bank Building, Detroit, Michigan. — [191, 1434, 346, 1480]
notice-number: 1551 — [500, 632, 517, 642]
notice-signature: MICHIGAN LIFE INSURANCE CO., Assignee of Mortgagee. Hugh Francis and M. Simmons, Attorneys for Assignee of Mortgagee. 1801 Dime Bank Building, Detroit, Michigan. — [533, 1259, 688, 1306]
notice-body: MORTGAGE SALE—DEFAULT having been made for more than thirty days in the conditions of a certain mortgage made by Harold V. Kennedy and Helene J. Kennedy, his wife to State Security and Realty Company, a Michigan corporation, dated the 17th day of January, A.D. 1925, and recorded in the office of the Register of Deeds for the County of Oakland and State of Michigan, on the 19th day of January, A.D. 1925, in Liber 547 of Mortgages, on pages 55-56; which mortgage — [20, 1608, 175, 1719]
notice-body: MORTGAGE SALE—DEFAULT having been made for more than thirty days in the conditions of a certain mortgage made by Harold V. Kennedy and Helene J. Kennedy, his wife, to State Security and Realty Company, a Michigan corporation, dated the 17th day of January, A.D. 1925, and recorded in the office of the Register of Deeds for the County of Oakland and State of Michigan, on the 19th day of January, A.D. 1925, in Liber 547 of Mortgages, on pages 99-100; which mortgage was assigned by said State Security and Realty Company to Grange Life Insurance Company, a Michigan corporation, by assignment dated February 7-1925 and recorded in the office of the Register of Deeds for Oakland County on March 30-1925, in Liber 248 of Mortgages, page 317; which mortgage was assigned by said Grange Life Insurance Company to Michigan Life Insurance Company, a Michigan corporation, by assignment dated May 29-1930 and recorded in the office of the Register of Deeds for Oakland County on August 27-1930 in Volume 683 of Mortgages, pages 487-8, on which mortgage there is claimed to be due and unpaid at the date of this notice, for principal interest, taxes and insurance the sum of Three Thousand One Hundred Thirty-three Dollars and twenty-three cents ($3,133.23), and no suit or proceeding at law or in equity having been had or instituted to recover the debt secured by said mortgage, or any part thereof; Now, therefore, by virtue of the power of sale contained in said mortgage, and pursuant to the statute in such case made and provided, NOTICE IS HEREBY GIVEN, that on Tuesday the 4th day of August, A.D. 1936, at 12:00 o'clock noon, Eastern Standard Time, said mortgage will be foreclosed by a sale at public vendue to the highest bidder at the Easterly entrance to the Court House in the City of Pontiac, Oakland County, Michigan, (that being the place where the Circuit Court for the County of Oakland is held), of the premises described in said mortgage, or so much thereof as may be necessary to pay the amount due on said mortgage as aforesaid, with interest thereon and all legal costs, charges, and expenses, including the attorney fees allowed by law, and any sum or sums which may be paid by the undersigned mortgagee at or before said sale, necessary to protect its interest in the premises. Which premises are described as follows: Lands, premises and property situated in the Township of Royal Oak, County of Oakland and State of Michigan, described as follows, to-wit: "Lot numbered one hundred twenty-seven (127) of Fordmount Park Subdivision of the southeast quarter of the southeast quarter and part of the west half of the southwest quarter of the southeast quarter of Section Twenty-six (26), Town one (1) north, Range eleven (11) east, Royal Oak Township, Oakland County, Michigan, according to the plat thereof recorded May 2, 1916, in Liber 13, page 32, plats, Oakland County Records. Said premises being on the west side of Leitch Road between Cherry and Orchard Streets. Together with the hereditaments and appurtenances thereof." Dated April 16-1936. — [704, 476, 859, 1148]
